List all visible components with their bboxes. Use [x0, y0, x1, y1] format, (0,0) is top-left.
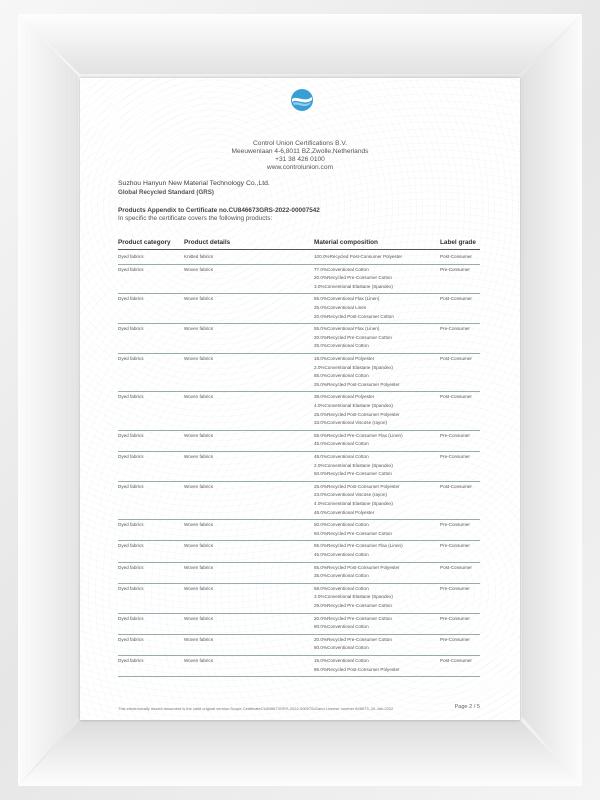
label-grade-cell: Pre-Consumer: [440, 326, 470, 332]
material-line: 55.0%Conventional Flax (Linen): [314, 296, 380, 302]
material-line: 68.0%Conventional Cotton: [314, 585, 369, 591]
frame-bevel-top: [18, 14, 582, 74]
label-grade-cell: Post-Consumer: [440, 394, 472, 400]
product-details-cell: Woven fabrics: [184, 658, 214, 663]
label-grade-cell: Pre-Consumer: [440, 636, 470, 642]
product-details-cell: Woven fabrics: [184, 326, 214, 332]
material-line: 38.0%Conventional Polyester: [314, 394, 375, 400]
material-composition-cell: [314, 432, 403, 449]
product-category-cell: Dyed fabrics: [118, 254, 144, 259]
org-address: Meeuwenlaan 4-6,8011 BZ,Zwolle,Netherlands: [231, 148, 369, 155]
material-line: 80.0%Conventional Cotton: [314, 624, 369, 630]
product-category-cell: Dyed fabrics: [118, 522, 144, 528]
material-composition-cell: [314, 585, 393, 611]
material-composition-cell: [314, 266, 393, 292]
material-line: 55.0%Conventional Cotton: [314, 373, 369, 379]
label-grade-cell: Pre-Consumer: [440, 585, 470, 591]
label-grade-cell: Pre-Consumer: [440, 454, 470, 459]
table-row: [118, 613, 480, 635]
label-grade-cell: Post-Consumer: [440, 356, 472, 361]
table-row: [118, 353, 480, 392]
table-row: [118, 634, 480, 656]
table-row: [118, 562, 480, 584]
material-composition-cell: [314, 521, 392, 538]
table-row: [118, 430, 480, 452]
material-line: 23.0%Conventional Viscose (rayon): [314, 492, 387, 498]
product-category-cell: Dyed fabrics: [118, 266, 144, 272]
material-composition-cell: [314, 542, 403, 559]
material-line: 50.0%Recycled Pre-Consumer Cotton: [314, 530, 392, 536]
label-grade-cell: Post-Consumer: [440, 296, 472, 302]
material-line: 25.0%Conventional Cotton: [314, 343, 369, 349]
product-details-cell: Knitted fabrics: [184, 254, 214, 259]
label-grade-cell: Post-Consumer: [440, 658, 472, 663]
material-line: 80.0%Conventional Cotton: [314, 645, 369, 651]
label-grade-cell: Post-Consumer: [440, 483, 472, 489]
table-row: [118, 481, 480, 520]
product-details-cell: Woven fabrics: [184, 615, 214, 621]
material-line: 25.0%Recycled Post-Consumer Polyester: [314, 483, 400, 489]
header-product-details: Product details: [184, 239, 231, 246]
product-details-cell: Woven fabrics: [184, 585, 214, 591]
material-line: 85.0%Recycled Post-Consumer Polyester: [314, 666, 400, 672]
material-line: 2.0%Conventional Elastane (Spandex): [314, 364, 393, 370]
table-row: [118, 391, 480, 430]
material-composition-cell: [314, 636, 392, 653]
product-category-cell: Dyed fabrics: [118, 615, 144, 621]
material-line: 4.0%Conventional Elastane (Spandex): [314, 402, 393, 408]
product-category-cell: Dyed fabrics: [118, 564, 144, 570]
footer-note: This electronically issued document is the valid original version.Scope CertificateCU846673GRS-2022-00007542and License number 846673, 20-Jan-2022: [118, 706, 394, 711]
appendix-title: Products Appendix to Certificate no.CU846673GRS-2022-00007542: [118, 207, 320, 214]
material-line: 4.0%Conventional Elastane (Spandex): [314, 500, 393, 506]
material-line: 50.0%Conventional Cotton: [314, 522, 369, 528]
org-phone: +31 38 426 0100: [275, 156, 325, 163]
table-row: [118, 540, 480, 562]
frame-bevel-right: [522, 14, 582, 786]
material-line: 25.0%Conventional Linen: [314, 304, 367, 310]
product-category-cell: Dyed fabrics: [118, 394, 144, 400]
material-line: 20.0%Recycled Pre-Consumer Cotton: [314, 334, 392, 340]
product-details-cell: Woven fabrics: [184, 454, 214, 459]
standard-name: Global Recycled Standard (GRS): [118, 189, 214, 196]
product-category-cell: Dyed fabrics: [118, 483, 144, 489]
material-line: 20.0%Recycled Post-Consumer Cotton: [314, 313, 394, 319]
product-details-cell: Woven fabrics: [184, 296, 214, 302]
org-website: www.controlunion.com: [267, 164, 333, 171]
company-name: Suzhou Hanyun New Material Technology Co.,Ltd.: [118, 180, 270, 187]
product-category-cell: Dyed fabrics: [118, 432, 144, 438]
material-line: 35.0%Conventional Cotton: [314, 573, 369, 579]
material-line: 50.0%Recycled Pre-Consumer Cotton: [314, 471, 392, 477]
product-details-cell: Woven fabrics: [184, 483, 214, 489]
material-line: 18.0%Conventional Polyester: [314, 356, 375, 361]
material-line: 45.0%Conventional Cotton: [314, 551, 369, 557]
page-number: Page 2 / 5: [454, 704, 480, 710]
table-row: [118, 655, 480, 677]
product-details-cell: Woven fabrics: [184, 564, 214, 570]
material-line: 65.0%Recycled Post-Consumer Polyester: [314, 564, 400, 570]
material-line: 3.0%Conventional Elastane (Spandex): [314, 283, 393, 289]
material-line: 25.0%Recycled Post-Consumer Polyester: [314, 411, 400, 417]
table-row: [118, 251, 480, 265]
product-category-cell: Dyed fabrics: [118, 636, 144, 642]
org-name: Control Union Certifications B.V.: [253, 140, 347, 147]
product-details-cell: Woven fabrics: [184, 394, 214, 400]
table-row: [118, 323, 480, 354]
header-product-category: Product category: [118, 239, 171, 246]
material-composition-cell: [314, 564, 400, 581]
frame-bevel-left: [18, 14, 78, 786]
material-line: 3.0%Conventional Elastane (Spandex): [314, 594, 393, 600]
label-grade-cell: Post-Consumer: [440, 564, 472, 570]
material-line: 20.0%Recycled Pre-Consumer Cotton: [314, 615, 392, 621]
material-line: 55.0%Conventional Flax (Linen): [314, 326, 380, 332]
product-category-cell: Dyed fabrics: [118, 454, 144, 459]
product-details-cell: Woven fabrics: [184, 543, 214, 549]
product-details-cell: Woven fabrics: [184, 636, 214, 642]
product-category-cell: Dyed fabrics: [118, 585, 144, 591]
frame-bevel-bottom: [18, 720, 582, 786]
material-line: 2.0%Conventional Elastane (Spandex): [314, 462, 393, 468]
material-line: 20.0%Recycled Pre-Consumer Cotton: [314, 275, 392, 281]
material-line: 100.0%Recycled Post-Consumer Polyester: [314, 254, 403, 259]
product-category-cell: Dyed fabrics: [118, 543, 144, 549]
material-line: 55.0%Recycled Pre-Consumer Flax (Linen): [314, 432, 403, 438]
material-composition-cell: [314, 657, 400, 674]
product-category-cell: Dyed fabrics: [118, 326, 144, 332]
control-union-logo-icon: [290, 88, 314, 112]
material-line: 33.0%Conventional Viscose (rayon): [314, 420, 387, 426]
table-row: [118, 264, 480, 295]
material-line: 48.0%Conventional Cotton: [314, 454, 369, 459]
material-composition-cell: [314, 483, 400, 517]
table-row: [118, 519, 480, 541]
footer: [118, 704, 480, 714]
material-composition-cell: [314, 295, 394, 321]
appendix-intro: In specific the certificate covers the following products:: [118, 215, 273, 222]
label-grade-cell: Post-Consumer: [440, 254, 472, 259]
product-category-cell: Dyed fabrics: [118, 296, 144, 302]
table-header: [118, 237, 480, 250]
material-line: 29.0%Recycled Pre-Consumer Cotton: [314, 602, 392, 608]
material-composition-cell: [314, 325, 392, 351]
material-line: 15.0%Conventional Cotton: [314, 658, 369, 663]
header-material-composition: Material composition: [314, 239, 378, 246]
product-details-cell: Woven fabrics: [184, 432, 214, 438]
product-category-cell: Dyed fabrics: [118, 658, 144, 663]
label-grade-cell: Pre-Consumer: [440, 266, 470, 272]
material-composition-cell: [314, 615, 392, 632]
header-label-grade: Label grade: [440, 239, 476, 246]
table-row: [118, 583, 480, 614]
product-details-cell: Woven fabrics: [184, 266, 214, 272]
label-grade-cell: Pre-Consumer: [440, 522, 470, 528]
certificate-page: [80, 78, 520, 720]
material-line: 25.0%Recycled Post-Consumer Polyester: [314, 381, 400, 387]
material-composition-cell: [314, 393, 400, 427]
material-line: 45.0%Conventional Cotton: [314, 441, 369, 447]
material-line: 55.0%Recycled Pre-Consumer Flax (Linen): [314, 543, 403, 549]
material-line: 77.0%Conventional Cotton: [314, 266, 369, 272]
material-composition-cell: [314, 355, 400, 389]
material-line: 20.0%Recycled Pre-Consumer Cotton: [314, 636, 392, 642]
table-row: [118, 451, 480, 482]
table-row: [118, 293, 480, 324]
material-composition-cell: [314, 453, 393, 479]
product-details-cell: Woven fabrics: [184, 522, 214, 528]
label-grade-cell: Pre-Consumer: [440, 543, 470, 549]
product-category-cell: Dyed fabrics: [118, 356, 144, 361]
product-details-cell: Woven fabrics: [184, 356, 214, 361]
label-grade-cell: Pre-Consumer: [440, 432, 470, 438]
label-grade-cell: Pre-Consumer: [440, 615, 470, 621]
material-line: 48.0%Conventional Polyester: [314, 509, 375, 515]
material-composition-cell: [314, 253, 402, 262]
